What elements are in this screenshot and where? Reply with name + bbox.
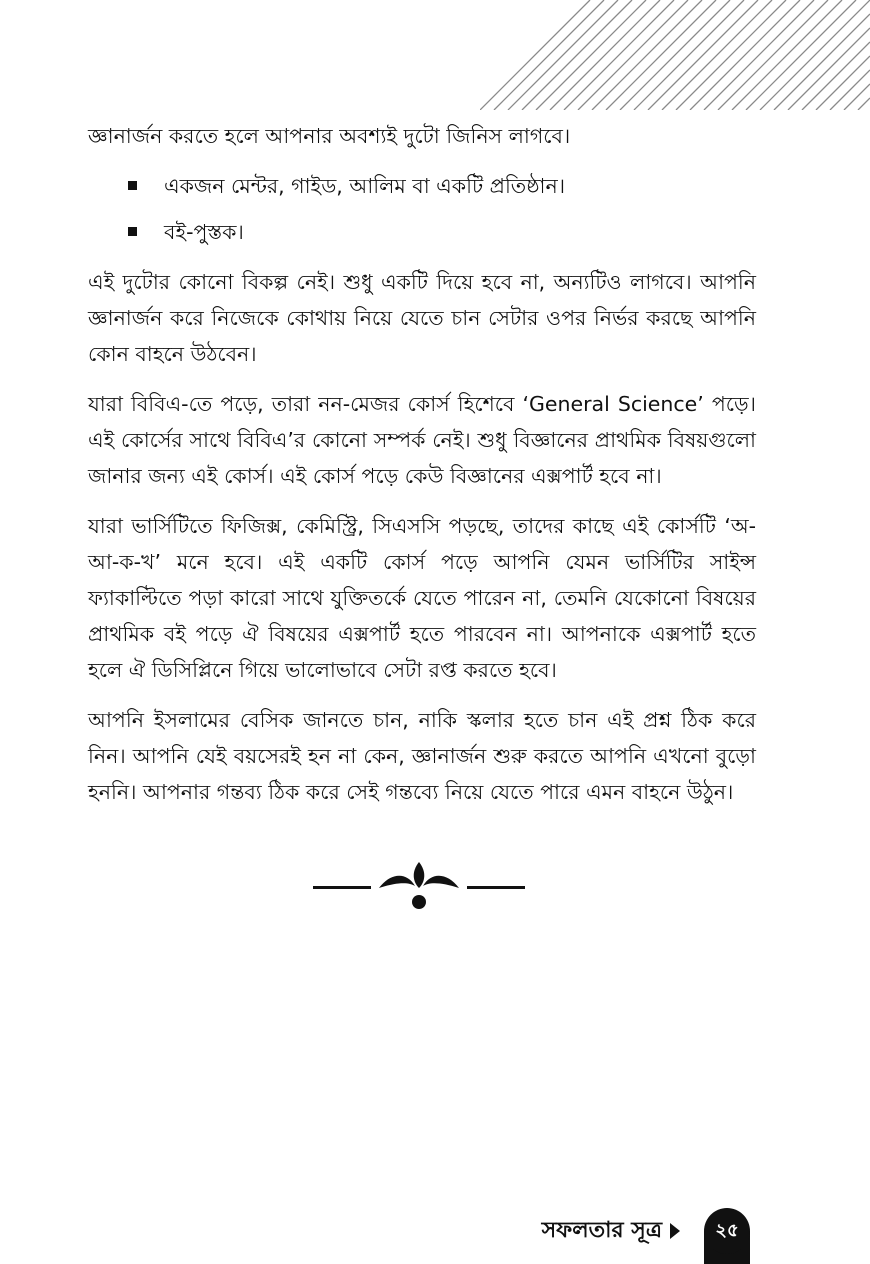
list-item bbox=[88, 214, 756, 250]
book-title: সফলতার সূত্র bbox=[541, 1217, 662, 1243]
fleuron-divider-icon bbox=[313, 858, 525, 914]
square-bullet-icon bbox=[128, 181, 137, 190]
paragraph: যারা ভার্সিটিতে ফিজিক্স, কেমিস্ট্রি, সিএসসি পড়ছে, তাদের কাছে এই কোর্সটি ‘অ-আ-ক-খ’ মনে হবে। এই একটি কোর্স পড়ে আপনি যেমন ভার্সিটির সাইন্স ফ্যাকাল্টিতে পড়া কারো সাথে যুক্তিতর্কে যেতে পারেন না, তেমনি যেকোনো বিষয়ের প্রাথমিক বই পড়ে ঐ বিষয়ের এক্সপার্ট হতে পারবেন না। আপনাকে এক্সপার্ট হতে হলে ঐ ডিসিপ্লিনে গিয়ে ভালোভাবে সেটা রপ্ত করতে হবে। bbox=[88, 514, 756, 682]
square-bullet-icon bbox=[128, 227, 137, 236]
paragraph: যারা বিবিএ-তে পড়ে, তারা নন-মেজর কোর্স হিশেবে ‘General Science’ পড়ে। এই কোর্সের সাথে বিবিএ’র কোনো সম্পর্ক নেই। শুধু বিজ্ঞানের প্রাথমিক বিষয়গুলো জানার জন্য এই কোর্স। এই কোর্স পড়ে কেউ বিজ্ঞানের এক্সপার্ট হবে না। bbox=[88, 392, 756, 488]
footer bbox=[542, 1198, 690, 1264]
list-item bbox=[88, 168, 756, 204]
paragraph: আপনি ইসলামের বেসিক জানতে চান, নাকি স্কলার হতে চান এই প্রশ্ন ঠিক করে নিন। আপনি যেই বয়সেরই হন না কেন, জ্ঞানার্জন শুরু করতে আপনি এখনো বুড়ো হননি। আপনার গন্তব্য ঠিক করে সেই গন্তব্যে নিয়ে যেতে পারে এমন বাহনে উঠুন। bbox=[88, 708, 756, 804]
page-body bbox=[88, 118, 756, 824]
bullet-list bbox=[88, 168, 756, 250]
bullet-text: একজন মেন্টর, গাইড, আলিম বা একটি প্রতিষ্ঠান। bbox=[164, 174, 566, 198]
triangle-right-icon bbox=[670, 1223, 680, 1239]
paragraph-intro: জ্ঞানার্জন করতে হলে আপনার অবশ্যই দুটো জিনিস লাগবে। bbox=[88, 124, 571, 148]
hatch-decoration bbox=[480, 0, 870, 110]
paragraph: এই দুটোর কোনো বিকল্প নেই। শুধু একটি দিয়ে হবে না, অন্যটিও লাগবে। আপনি জ্ঞানার্জন করে নিজেকে কোথায় নিয়ে যেতে চান সেটার ওপর নির্ভর করছে আপনি কোন বাহনে উঠবেন। bbox=[88, 270, 756, 366]
bullet-text: বই-পুস্তক। bbox=[164, 220, 244, 244]
page-number: ২৫ bbox=[704, 1208, 750, 1254]
